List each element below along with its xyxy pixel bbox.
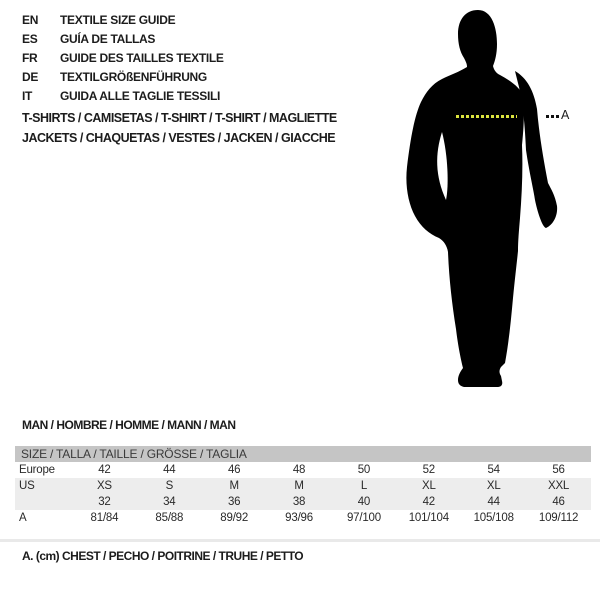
- cell: 101/104: [408, 512, 449, 524]
- cell: 32: [98, 496, 111, 508]
- cell: 36: [227, 496, 241, 508]
- row-label: [15, 494, 72, 510]
- language-list: [22, 10, 224, 105]
- language-title: GUÍA DE TALLAS: [60, 31, 156, 46]
- cell: 46: [227, 464, 241, 476]
- cell: 34: [163, 496, 176, 508]
- cell: 81/84: [90, 512, 119, 524]
- cell: 52: [422, 464, 436, 476]
- table-row-europe: [15, 462, 591, 478]
- cell: 46: [552, 496, 565, 508]
- cell: 50: [357, 464, 371, 476]
- language-row-es: [22, 29, 224, 48]
- row-label: US: [19, 480, 35, 492]
- cell: 42: [98, 464, 111, 476]
- language-title: GUIDE DES TAILLES TEXTILE: [60, 50, 224, 65]
- cell: M: [229, 480, 239, 492]
- cell: 105/108: [473, 512, 514, 524]
- cell: S: [165, 480, 174, 492]
- cell: 44: [487, 496, 500, 508]
- cell: XS: [96, 480, 112, 492]
- cell: 44: [163, 464, 176, 476]
- cell: L: [360, 480, 368, 492]
- cell: 48: [292, 464, 306, 476]
- language-code: EN: [22, 12, 39, 27]
- language-code: FR: [22, 50, 38, 65]
- cell: XL: [421, 480, 436, 492]
- row-label: Europe: [19, 464, 55, 476]
- language-row-de: [22, 67, 224, 86]
- product-types-jackets: JACKETS / CHAQUETAS / VESTES / JACKEN / GIACCHE: [22, 131, 336, 145]
- cell: XL: [486, 480, 501, 492]
- size-table-header-row: [15, 446, 591, 462]
- language-code: IT: [22, 88, 33, 103]
- product-types: [22, 108, 337, 148]
- chest-measure-line: [456, 115, 517, 118]
- language-code: ES: [22, 31, 38, 46]
- cell: XXL: [547, 480, 570, 492]
- language-title: TEXTILGRÖßENFÜHRUNG: [60, 69, 207, 84]
- language-title: TEXTILE SIZE GUIDE: [60, 12, 176, 27]
- cell: 97/100: [346, 512, 381, 524]
- table-bottom-rule: [0, 539, 600, 542]
- cell: 89/92: [220, 512, 249, 524]
- language-title: GUIDA ALLE TAGLIE TESSILI: [60, 88, 221, 103]
- cell: 109/112: [538, 512, 579, 524]
- table-row-us: [15, 478, 591, 494]
- row-label: A: [19, 512, 27, 524]
- table-row-numeric: [15, 494, 591, 510]
- measurement-footnote: A. (cm) CHEST / PECHO / POITRINE / TRUHE / PETTO: [22, 549, 304, 563]
- language-code: DE: [22, 69, 39, 84]
- language-row-fr: [22, 48, 224, 67]
- chest-measure-line-extension: [546, 115, 560, 118]
- size-table-header: SIZE / TALLA / TAILLE / GRÖSSE / TAGLIA: [15, 446, 591, 462]
- language-row-it: [22, 86, 224, 105]
- cell: 56: [552, 464, 565, 476]
- language-row-en: [22, 10, 224, 29]
- cell: 42: [422, 496, 436, 508]
- table-section-title: MAN / HOMBRE / HOMME / MANN / MAN: [22, 418, 236, 432]
- cell: 40: [357, 496, 371, 508]
- man-silhouette: [395, 5, 580, 390]
- cell: M: [294, 480, 304, 492]
- product-types-tshirts: T-SHIRTS / CAMISETAS / T-SHIRT / T-SHIRT / MAGLIETTE: [22, 111, 337, 125]
- size-table: [15, 446, 591, 526]
- cell: 85/88: [155, 512, 184, 524]
- cell: 54: [487, 464, 500, 476]
- cell: 38: [292, 496, 306, 508]
- chest-measure-label: A: [561, 108, 570, 122]
- cell: 93/96: [285, 512, 313, 524]
- table-row-chest: [15, 510, 591, 526]
